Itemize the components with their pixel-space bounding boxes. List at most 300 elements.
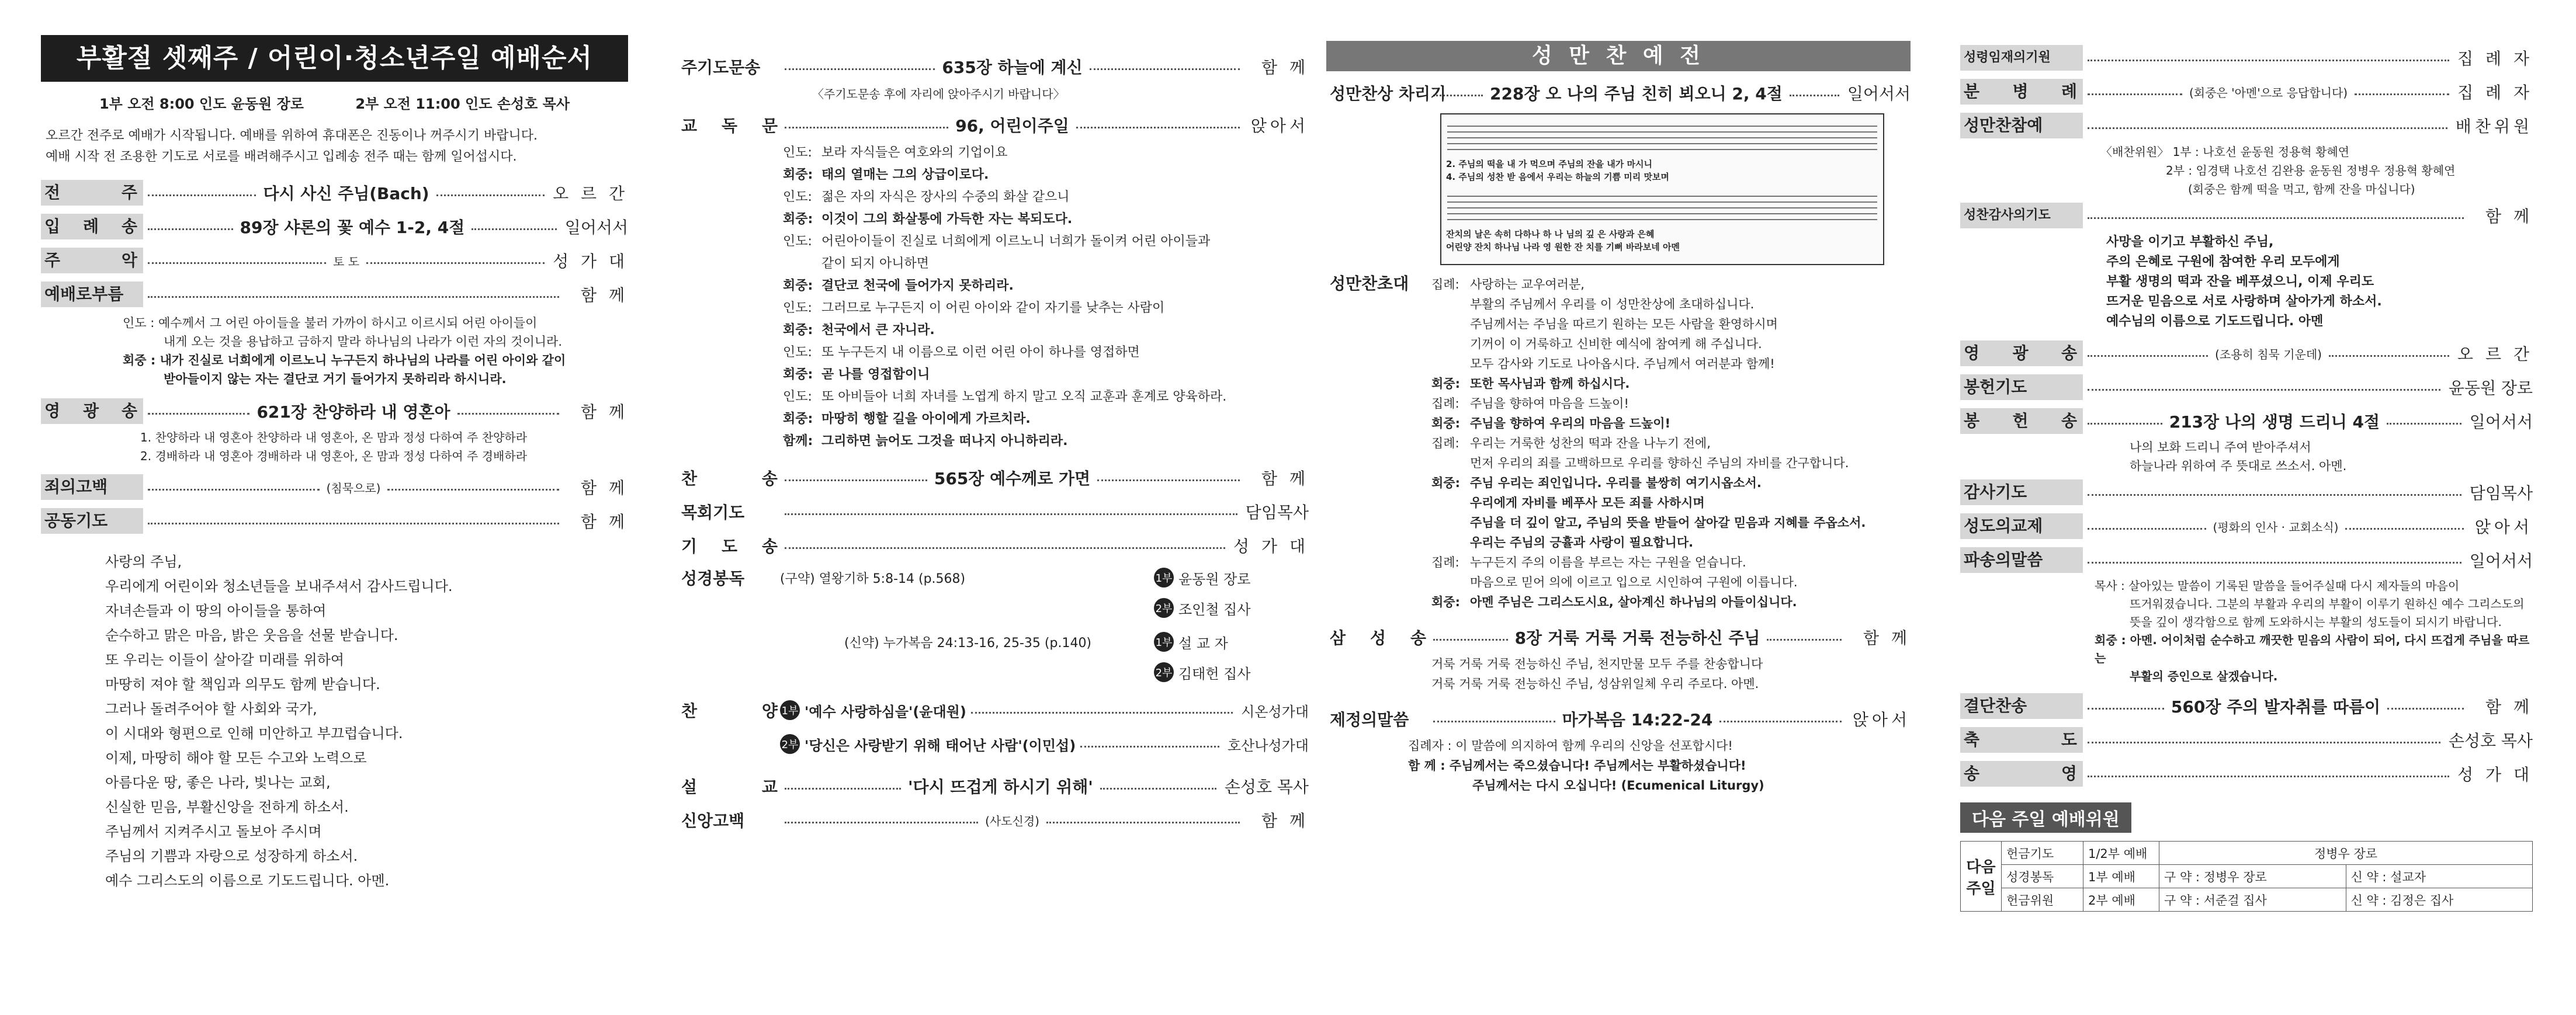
row-right: 성 가 대 xyxy=(1233,537,1309,556)
row-right: 함 께 xyxy=(581,286,628,305)
reading-2: (신약) 누가복음 24:13-16, 25-35 (p.140) xyxy=(844,635,1092,651)
text-line: 마땅히 져야 할 책임과 의무도 함께 받습니다. xyxy=(105,676,380,693)
next-week-roster xyxy=(1960,841,2533,912)
speaker: 인도: xyxy=(783,190,812,204)
row-label: 성경봉독 xyxy=(681,569,745,588)
text-line: 회중 : 아멘. 어이처럼 순수하고 깨끗한 믿음의 사람이 되어, 다시 뜨겁게 주님을 따르는 xyxy=(2095,633,2530,665)
intro-line: 오르간 전주로 예배가 시작됩니다. 예배를 위하여 휴대폰은 진동이나 꺼주시기 바랍니다. xyxy=(46,128,538,143)
roster-cell: 1/2부 예배 xyxy=(2083,842,2159,865)
row-right: 앉아서 xyxy=(1852,710,1911,729)
time-2: 2부 오전 11:00 인도 손성호 목사 xyxy=(355,96,570,112)
roster-cell: 헌금기도 xyxy=(2002,842,2083,865)
speaker: 인도: xyxy=(783,145,812,160)
row-label: 주 악 xyxy=(41,248,143,273)
order-row xyxy=(678,108,1309,142)
response-line xyxy=(783,364,1309,386)
row-center: 마가복음 14:22-24 xyxy=(1562,710,1713,729)
row-right: 배찬위원 xyxy=(2455,117,2533,136)
text-line: 사망을 이기고 부활하신 주님, xyxy=(2106,235,2274,249)
order-row xyxy=(678,529,1309,562)
response-text: 젊은 자의 자식은 장사의 수중의 화살 같으니 xyxy=(821,190,1070,204)
text-line: 주님께서 지켜주시고 돌보아 주시며 xyxy=(105,823,322,840)
row-right: 함 께 xyxy=(2485,697,2533,717)
reader-2a: 설 교 자 xyxy=(1178,635,1228,652)
order-row xyxy=(1960,75,2533,109)
order-row xyxy=(678,769,1309,803)
note: 〈주기도문송 후에 자리에 앉아주시기 바랍니다〉 xyxy=(812,87,1065,101)
row-label: 성만찬초대 xyxy=(1330,274,1409,293)
response-line xyxy=(783,386,1309,408)
row-right: 함 께 xyxy=(581,478,629,498)
dismissal xyxy=(1960,577,2533,686)
order-row xyxy=(41,394,628,428)
time-1: 1부 오전 8:00 인도 윤동원 장로 xyxy=(99,96,304,112)
row-right: 함 께 xyxy=(1261,469,1309,488)
row-label: 찬 송 xyxy=(681,469,778,488)
text-line: 이제, 마땅히 해야 할 모든 수고와 노력으로 xyxy=(105,750,367,766)
servers xyxy=(1960,142,2533,199)
response-line xyxy=(783,142,1309,164)
row-label: 공동기도 xyxy=(41,508,143,534)
response-text: 이것이 그의 화살통에 가득한 자는 복되도다. xyxy=(821,212,1073,227)
response-text: 곧 나를 영접함이니 xyxy=(821,367,930,382)
text-line: 예수님의 이름으로 기도드립니다. 아멘 xyxy=(2106,314,2324,329)
order-row xyxy=(1960,41,2533,75)
text-line: 목사 : 살아있는 말씀이 기록된 말씀을 들어주실때 다시 제자들의 마음이 xyxy=(2095,579,2460,593)
response-text: 누구든지 주의 이름을 부르는 자는 구원을 얻습니다. xyxy=(1470,555,1746,569)
response-text: 태의 열매는 그의 상급이로다. xyxy=(821,168,989,182)
response-line xyxy=(1431,274,1911,294)
response-line xyxy=(1431,572,1911,592)
order-row xyxy=(678,803,1309,837)
row-right: 오 르 간 xyxy=(2457,345,2533,364)
order-row xyxy=(1326,76,1911,110)
call-line: 받아들이지 않는 자는 결단코 거기 들어가지 못하리라 하시니라. xyxy=(164,372,507,386)
row-right: 함 께 xyxy=(1261,58,1309,77)
row-right: 일어서서 xyxy=(1847,84,1911,103)
response-text: 어린아이들이 진실로 너희에게 이르노니 너희가 돌이켜 어린 아이들과 xyxy=(821,234,1211,249)
response-line xyxy=(1431,513,1911,533)
score-lyric: 어린양 잔치 하나님 나라 영 원한 잔 치를 기뻐 바라보네 아멘 xyxy=(1446,242,1680,252)
row-center: (회중은 '아멘'으로 응답합니다) xyxy=(2189,85,2348,100)
score-lyric: 잔치의 날은 속히 다하나 하 나 님의 깊 은 사랑과 은혜 xyxy=(1446,229,1655,239)
invitation xyxy=(1326,274,1911,612)
order-row xyxy=(1326,702,1911,736)
service-2-badge: 2부 xyxy=(1154,598,1174,618)
response-line xyxy=(783,208,1309,231)
text-line: 우리에게 어린이와 청소년들을 보내주셔서 감사드립니다. xyxy=(105,578,453,595)
order-row xyxy=(41,244,628,277)
service-2-badge: 2부 xyxy=(1154,662,1174,682)
row-label: 설 교 xyxy=(681,777,778,797)
response-text: 또 아비들아 너희 자녀를 노엽게 하지 말고 오직 교훈과 훈계로 양육하라. xyxy=(821,390,1227,404)
response-text: 또한 목사님과 함께 하십시다. xyxy=(1470,377,1630,391)
response-line xyxy=(783,342,1309,364)
text-line: 신실한 믿음, 부활신앙을 전하게 하소서. xyxy=(105,799,349,815)
roster-cell: 정병우 장로 xyxy=(2159,842,2533,865)
speaker: 회중: xyxy=(783,212,813,227)
row-right: 성 가 대 xyxy=(553,252,629,271)
speaker: 회중: xyxy=(783,323,813,338)
row-right: 일어서서 xyxy=(564,218,628,237)
row-center: '다시 뜨겁게 하시기 위해' xyxy=(907,777,1093,797)
response-line xyxy=(1431,592,1911,612)
row-label: 봉 헌 송 xyxy=(1960,408,2083,434)
response-line xyxy=(783,319,1309,342)
roster-cell: 구 약 : 서준걸 집사 xyxy=(2159,888,2346,912)
response-text: 우리는 주님의 긍휼과 사랑이 필요합니다. xyxy=(1470,536,1694,550)
order-row xyxy=(41,470,628,504)
row-center: (사도신경) xyxy=(985,814,1039,828)
text-line: 이 시대와 형편으로 인해 미안하고 부끄럽습니다. xyxy=(105,725,403,742)
response-text: 결단코 천국에 들어가지 못하리라. xyxy=(821,279,1014,293)
anthem-row xyxy=(678,727,1309,761)
response-text: 아멘 주님은 그리스도시요, 살아계신 하나님의 아들이십니다. xyxy=(1470,595,1797,609)
text-line: 뜨거워졌습니다. 그분의 부활과 우리의 부활이 이루기 원하신 예수 그리스도의 xyxy=(2130,597,2525,611)
response-line xyxy=(1431,294,1911,314)
response-text: 천국에서 큰 자니라. xyxy=(821,323,935,338)
response-line xyxy=(1431,433,1911,453)
roster-cell: 구 약 : 정병우 장로 xyxy=(2159,865,2346,888)
response-text: 주님께서는 주님을 따르기 원하는 모든 사람을 환영하시며 xyxy=(1470,317,1778,331)
reading-row xyxy=(678,627,1309,657)
response-text: 마땅히 행할 길을 아이에게 가르치라. xyxy=(821,412,1031,426)
text-line: 함 께 : 주님께서는 죽으셨습니다! 주님께서는 부활하셨습니다! xyxy=(1408,759,1746,773)
text-line: 그러나 돌려주어야 할 사회와 국가, xyxy=(105,701,317,717)
response-line xyxy=(1431,473,1911,493)
call-line: 내게 오는 것을 용납하고 금하지 말라 하나님의 나라가 이런 자의 것이니라. xyxy=(164,335,563,349)
text-line: 또 우리는 이들이 살아갈 미래를 위하여 xyxy=(105,652,345,668)
speaker: 집례: xyxy=(1431,397,1459,411)
speaker: 회중: xyxy=(1431,416,1460,430)
service-2-badge: 2부 xyxy=(780,734,800,754)
response-line xyxy=(783,297,1309,319)
text-line: 아름다운 땅, 좋은 나라, 빛나는 교회, xyxy=(105,774,331,791)
speaker: 인도: xyxy=(783,234,812,249)
text-line: (회중은 함께 떡을 먹고, 함께 잔을 마십니다) xyxy=(2188,182,2415,196)
row-label: 영 광 송 xyxy=(1960,340,2083,366)
roster-cell: 성경봉독 xyxy=(2002,865,2083,888)
row-center: 560장 주의 발자취를 따름이 xyxy=(2171,697,2381,717)
order-row xyxy=(1960,404,2533,438)
row-right: 집 례 자 xyxy=(2457,83,2533,102)
speaker: 회중: xyxy=(1431,377,1460,391)
text-line: 부활 생명의 떡과 잔을 베푸셨으니, 이제 우리도 xyxy=(2106,274,2374,289)
response-line xyxy=(783,408,1309,430)
roster-cell: 신 약 : 김정은 집사 xyxy=(2346,888,2533,912)
response-text: 주님을 향하여 마음을 드높이! xyxy=(1470,397,1629,411)
order-row xyxy=(1960,723,2533,757)
row-right: 손성호 목사 xyxy=(2448,731,2533,750)
praise-lyrics xyxy=(41,428,628,465)
lyric-line: 거룩 거룩 거룩 전능하신 주님, 성삼위일체 우리 주로다. 아멘. xyxy=(1431,677,1759,691)
speaker: 회중: xyxy=(783,279,813,293)
service-1-badge: 1부 xyxy=(1154,568,1174,588)
response-line xyxy=(1431,334,1911,354)
response-line xyxy=(1431,493,1911,513)
order-row xyxy=(1960,475,2533,509)
text-line: 2부 : 임경택 나호선 김완용 윤동원 정병우 정용혁 황혜연 xyxy=(2166,164,2456,178)
text-line: 뜨거운 믿음으로 서로 사랑하며 살아가게 하소서. xyxy=(2106,294,2382,309)
row-label: 분 병 례 xyxy=(1960,79,2083,105)
row-label: 제정의말씀 xyxy=(1330,710,1409,729)
order-row xyxy=(678,461,1309,495)
row-label: 축 도 xyxy=(1960,727,2083,753)
common-prayer xyxy=(41,550,628,893)
row-right: 성 가 대 xyxy=(2457,765,2533,784)
call-to-worship xyxy=(41,314,628,388)
next-week-header: 다음 주일 예배위원 xyxy=(1960,802,2131,833)
speaker: 집례: xyxy=(1431,277,1459,291)
column-4 xyxy=(1960,41,2533,1006)
row-label: 목회기도 xyxy=(681,503,745,522)
speaker: 집례: xyxy=(1431,555,1459,569)
roster-cell: 2부 예배 xyxy=(2083,888,2159,912)
speaker: 회중: xyxy=(783,168,813,182)
row-center: 다시 사신 주님(Bach) xyxy=(263,184,429,203)
response-text: 기꺼이 이 거룩하고 신비한 예식에 참여케 해 주십니다. xyxy=(1470,337,1762,351)
order-row xyxy=(41,277,628,311)
reader-2b: 김태헌 집사 xyxy=(1178,665,1251,682)
response-line xyxy=(1431,374,1911,394)
order-row xyxy=(1326,620,1911,654)
row-label: 삼 성 송 xyxy=(1330,628,1426,648)
response-line xyxy=(783,231,1309,253)
speaker: 인도: xyxy=(783,390,812,404)
response-text: 사랑하는 교우여러분, xyxy=(1470,277,1585,291)
order-row xyxy=(41,210,628,244)
speaker: 인도: xyxy=(783,301,812,315)
row-center: (조용히 침묵 기운데) xyxy=(2215,347,2322,361)
score-lyrics-2 xyxy=(1446,228,1680,253)
row-right: 일어서서 xyxy=(2469,551,2533,571)
speaker: 회중: xyxy=(1431,476,1460,490)
row-label: 결단찬송 xyxy=(1960,693,2083,719)
row-label: 성도의교제 xyxy=(1960,513,2083,539)
row-right: 앉아서 xyxy=(2474,517,2533,537)
row-right: 함 께 xyxy=(1261,811,1309,830)
row-label: 주기도문송 xyxy=(681,58,761,77)
roster-cell: 신 약 : 설교자 xyxy=(2346,865,2533,888)
response-text: 그리하면 늙어도 그것을 떠나지 아니하리라. xyxy=(821,434,1068,449)
response-line xyxy=(1431,552,1911,572)
response-text: 주님을 더 깊이 알고, 주님의 뜻을 받들어 살아갈 믿음과 지혜를 주옵소서. xyxy=(1470,516,1866,530)
row-label: 성찬감사의기도 xyxy=(1960,203,2083,228)
anthem-2: '당신은 사랑받기 위해 태어난 사람'(이민섭) xyxy=(805,737,1076,754)
speaker: 회중: xyxy=(783,412,813,426)
call-line: 인도 : 예수께서 그 어린 아이들을 불러 가까이 하시고 이르시되 어린 아이들이 xyxy=(123,316,538,330)
row-label: 성만찬상 차리기 xyxy=(1330,84,1447,103)
response-line xyxy=(1431,533,1911,552)
response-text: 주님을 향하여 우리의 마음을 드높이! xyxy=(1470,416,1671,430)
lyric-line: 하늘나라 위하여 주 뜻대로 쓰소서. 아멘. xyxy=(2130,459,2347,473)
roster-side: 다음 주일 xyxy=(1961,842,2002,912)
row-right: 오 르 간 xyxy=(553,184,629,203)
speaker: 회중: xyxy=(783,367,813,382)
response-line xyxy=(783,253,1309,275)
row-label: 봉헌기도 xyxy=(1960,374,2083,400)
reading-row xyxy=(678,593,1309,623)
anthem-1: '예수 사랑하심을'(윤대원) xyxy=(805,703,966,720)
text-line: 〈배찬위원〉 1부 : 나호선 윤동원 정용혁 황혜연 xyxy=(2100,145,2350,159)
order-row xyxy=(41,176,628,210)
row-center: 228장 오 나의 주님 친히 뵈오니 2, 4절 xyxy=(1489,84,1783,103)
row-center: 213장 나의 생명 드리니 4절 xyxy=(2169,412,2380,432)
score-lyrics-1 xyxy=(1446,158,1669,183)
order-row xyxy=(1960,370,2533,404)
row-center: 635장 하늘에 계신 xyxy=(942,58,1083,77)
row-center: 89장 샤론의 꽃 예수 1-2, 4절 xyxy=(240,218,465,237)
response-line xyxy=(1431,354,1911,374)
response-line xyxy=(783,430,1309,453)
call-line: 회중 : 내가 진실로 너희에게 이르노니 누구든지 하나님의 나라를 어린 아이와 같이 xyxy=(123,353,566,367)
response-text: 보라 자식들은 여호와의 기업이요 xyxy=(821,145,1008,160)
roster-cell: 헌금위원 xyxy=(2002,888,2083,912)
text-line: 뜻을 깊이 생각함으로 함께 도와하시는 부활의 성도들이 되시기 바랍니다. xyxy=(2130,615,2502,629)
response-text: 주님 우리는 죄인입니다. 우리를 불쌍히 여기시옵소서. xyxy=(1470,476,1762,490)
row-right: 앉아서 xyxy=(1250,116,1309,135)
row-right: 함 께 xyxy=(581,512,628,531)
lyric-line: 나의 보화 드리니 주여 받아주셔서 xyxy=(2130,440,2311,454)
anthem-2-choir: 호산나성가대 xyxy=(1227,737,1309,754)
text-line: 순수하고 맑은 마음, 밝은 웃음을 선물 받습니다. xyxy=(105,627,398,644)
service-1-badge: 1부 xyxy=(1154,632,1174,652)
column-2 xyxy=(678,50,1309,1015)
response-line xyxy=(783,164,1309,186)
row-label: 파송의말씀 xyxy=(1960,547,2083,573)
row-right: 담임목사 xyxy=(2469,484,2533,503)
offertory-lyrics xyxy=(1960,438,2533,475)
row-right: 담임목사 xyxy=(1245,503,1309,522)
row-right: 함 께 xyxy=(1863,628,1911,648)
reading-row xyxy=(678,657,1309,687)
row-center: 토 도 xyxy=(333,254,360,269)
row-right: 손성호 목사 xyxy=(1224,777,1309,797)
order-row xyxy=(1960,757,2533,791)
order-row xyxy=(1960,199,2533,232)
page-title: 부활절 셋째주 / 어린이·청소년주일 예배순서 xyxy=(41,35,628,82)
row-label: 교 독 문 xyxy=(681,116,778,135)
speaker: 집례: xyxy=(1431,436,1459,450)
response-text: 먼저 우리의 죄를 고백하므로 우리를 향하신 주님의 자비를 간구합니다. xyxy=(1470,456,1849,470)
row-label: 입 례 송 xyxy=(41,214,143,239)
lyric-line: 1. 찬양하라 내 영혼아 찬양하라 내 영혼아, 온 맘과 정성 다하여 주 찬양하라 xyxy=(140,430,528,444)
score-lyric: 4. 주님의 성찬 받 음에서 우리는 하늘의 기쁨 미리 맛보며 xyxy=(1446,172,1669,182)
order-row xyxy=(1960,689,2533,723)
order-row xyxy=(678,50,1309,84)
row-right: 함 께 xyxy=(2485,207,2533,226)
intro-line: 예배 시작 전 조용한 기도로 서로를 배려해주시고 입례송 전주 때는 함께 일어섭시다. xyxy=(46,150,517,164)
response-line xyxy=(1431,314,1911,334)
responsive-reading xyxy=(678,142,1309,453)
response-text: 부활의 주님께서 우리를 이 성만찬상에 초대하십니다. xyxy=(1470,297,1755,311)
column-1 xyxy=(41,35,628,1000)
row-center: (침묵으로) xyxy=(326,481,381,495)
row-center: 8장 거룩 거룩 거룩 전능하신 주님 xyxy=(1514,628,1760,648)
text-line: 주님의 기쁨과 자랑으로 성장하게 하소서. xyxy=(105,848,358,864)
text-line: 예수 그리스도의 이름으로 기도드립니다. 아멘. xyxy=(105,873,390,889)
text-line: 부활의 증인으로 살겠습니다. xyxy=(2130,669,2278,683)
row-center: 621장 찬양하라 내 영혼아 xyxy=(256,402,450,422)
row-label: 송 영 xyxy=(1960,761,2083,787)
order-row xyxy=(1960,109,2533,142)
response-line xyxy=(1431,413,1911,433)
speaker: 함께: xyxy=(783,434,813,449)
order-row xyxy=(1960,336,2533,370)
row-label: 예배로부름 xyxy=(41,281,143,307)
row-right: 집 례 자 xyxy=(2457,49,2533,68)
speaker: 인도: xyxy=(783,345,812,360)
words-of-institution xyxy=(1326,736,1911,795)
row-right: 함 께 xyxy=(581,402,628,422)
reading-1: (구약) 열왕기하 5:8-14 (p.568) xyxy=(780,571,966,586)
response-text: 우리는 거룩한 성찬의 떡과 잔을 나누기 전에, xyxy=(1470,436,1711,450)
lyric-line: 거룩 거룩 거룩 전능하신 주님, 천지만물 모두 주를 찬송합니다 xyxy=(1431,657,1763,671)
row-label: 성령임재의기원 xyxy=(1960,45,2083,71)
row-label: 신앙고백 xyxy=(681,811,745,830)
row-center: (평화의 인사 · 교회소식) xyxy=(2213,520,2339,534)
text-line: 집례자 : 이 말씀에 의지하여 함께 우리의 신앙을 선포합시다! xyxy=(1408,739,1733,753)
row-center: 565장 예수께로 가면 xyxy=(934,469,1091,488)
response-text: 모두 감사와 기도로 나아옵시다. 주님께서 여러분과 함께! xyxy=(1470,357,1775,371)
row-label: 기 도 송 xyxy=(681,537,778,556)
row-right: 일어서서 xyxy=(2469,412,2533,432)
section-header: 성 만 찬 예 전 xyxy=(1326,41,1911,71)
service-1-badge: 1부 xyxy=(780,700,800,720)
reading-row xyxy=(678,562,1309,593)
response-line xyxy=(1431,394,1911,413)
reader-1b: 조인철 집사 xyxy=(1178,601,1251,618)
response-text: 같이 되지 아니하면 xyxy=(821,256,930,271)
row-label: 전 주 xyxy=(41,180,143,206)
thanksgiving-prayer xyxy=(1960,232,2533,332)
response-text: 마음으로 믿어 의에 이르고 입으로 시인하여 구원에 이릅니다. xyxy=(1470,575,1798,589)
speaker: 회중: xyxy=(1431,595,1460,609)
row-label: 죄의고백 xyxy=(41,474,143,500)
row-label: 영 광 송 xyxy=(41,398,143,424)
roster-cell: 1부 예배 xyxy=(2083,865,2159,888)
anthem-row xyxy=(678,693,1309,727)
text-line: 사랑의 주님, xyxy=(105,554,182,570)
order-row xyxy=(41,504,628,538)
text-line: 자녀손들과 이 땅의 아이들을 통하여 xyxy=(105,603,327,619)
row-label: 성만찬참예 xyxy=(1960,113,2083,138)
reader-1a: 윤동원 장로 xyxy=(1178,571,1251,588)
row-label: 찬 양 xyxy=(681,701,778,721)
row-label: 감사기도 xyxy=(1960,479,2083,505)
service-times xyxy=(41,92,628,113)
text-line: 주님께서는 다시 오십니다! (Ecumenical Liturgy) xyxy=(1472,778,1764,792)
score-lyric: 2. 주님의 떡을 내 가 먹으며 주님의 잔을 내가 마시니 xyxy=(1446,159,1652,169)
order-row xyxy=(1960,509,2533,543)
response-text: 그러므로 누구든지 이 어린 아이와 같이 자기를 낮추는 사람이 xyxy=(821,301,1165,315)
response-line xyxy=(783,275,1309,297)
order-row xyxy=(678,495,1309,529)
order-row xyxy=(1960,543,2533,577)
intro xyxy=(41,126,628,168)
anthem-1-choir: 시온성가대 xyxy=(1241,703,1309,720)
response-line xyxy=(783,186,1309,208)
response-text: 우리에게 자비를 베푸사 모든 죄를 사하시며 xyxy=(1470,496,1705,510)
response-text: 또 누구든지 내 이름으로 이런 어린 아이 하나를 영접하면 xyxy=(821,345,1140,360)
text-line: 주의 은혜로 구원에 참여한 우리 모두에게 xyxy=(2106,255,2340,269)
row-center: 96, 어린이주일 xyxy=(955,116,1069,135)
sanctus-lyrics xyxy=(1326,654,1911,694)
row-right: 윤동원 장로 xyxy=(2448,378,2533,398)
column-3 xyxy=(1326,41,1911,1006)
response-line xyxy=(1431,453,1911,473)
lyric-line: 2. 경배하라 내 영혼아 경배하라 내 영혼아, 온 맘과 정성 다하여 주 경배하라 xyxy=(140,449,528,463)
